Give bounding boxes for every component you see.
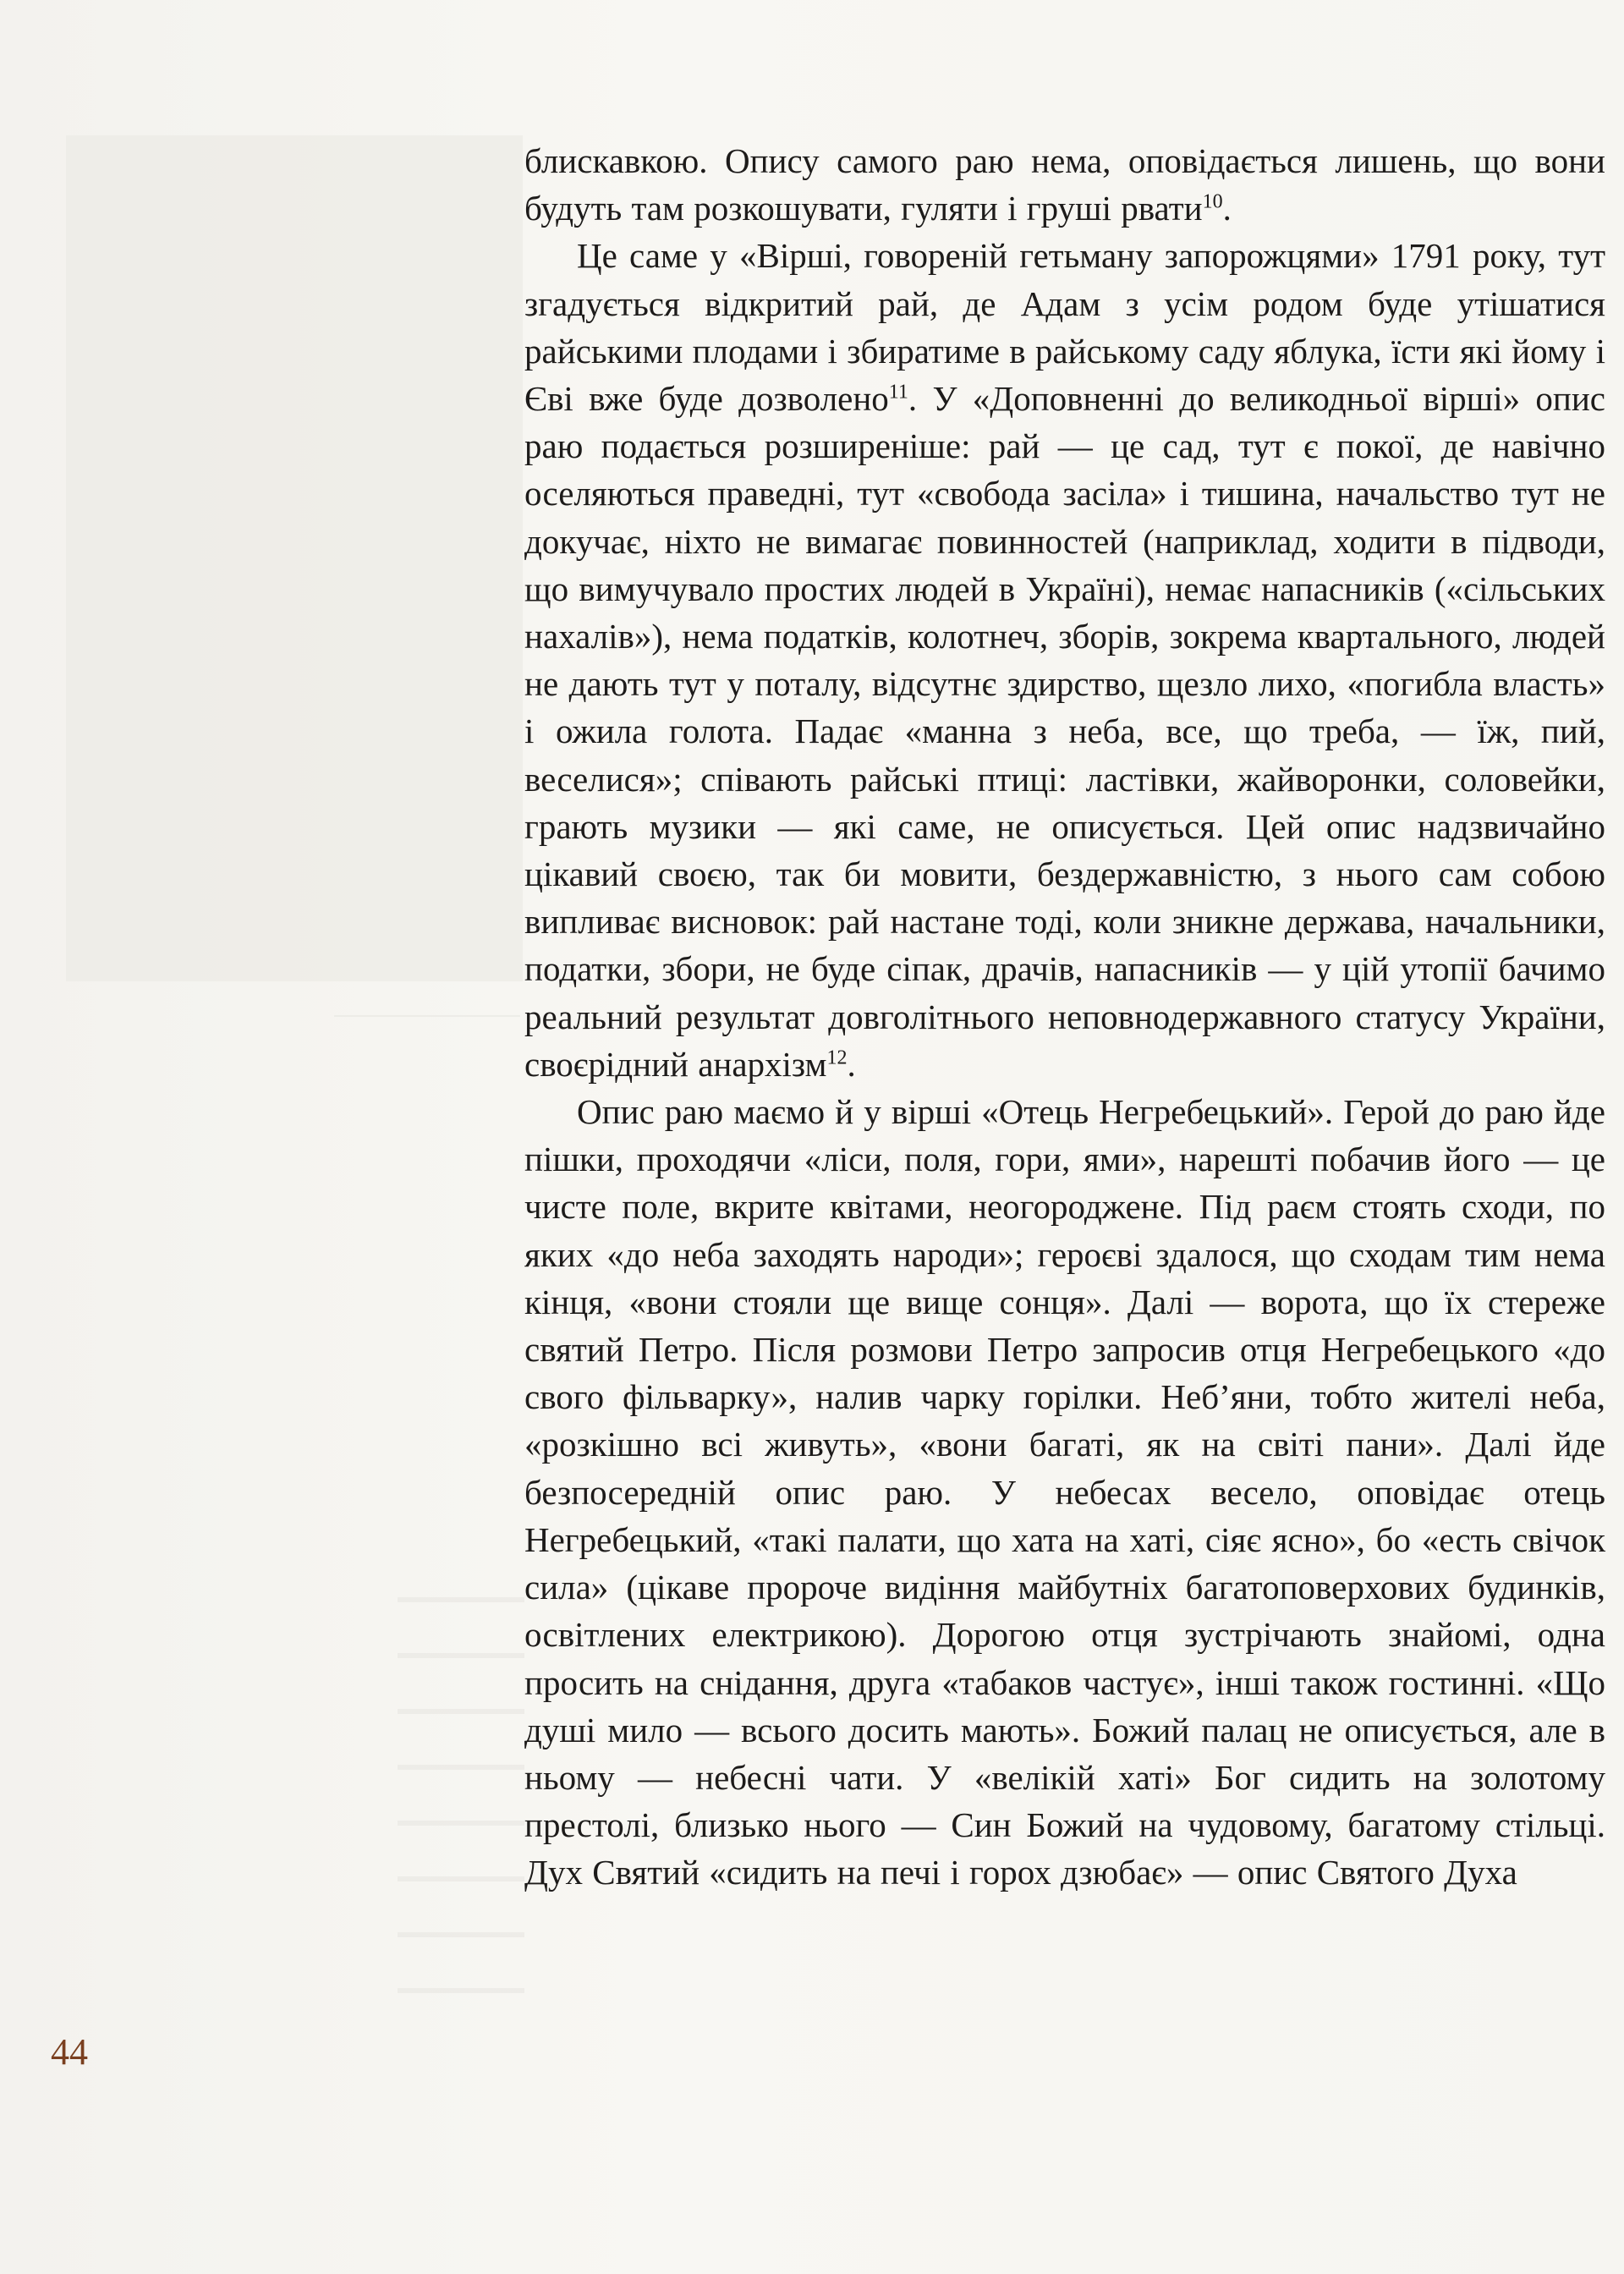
paragraph	[524, 137, 1605, 232]
footnote-marker: 10	[1202, 190, 1223, 213]
text-run: блискавкою. Опису самого раю нема, оповідається лишень, що вони будуть там розкошувати, гуляти і груші рвати	[524, 141, 1605, 228]
footnote-marker: 11	[888, 381, 908, 404]
footnote-marker: 12	[826, 1046, 848, 1069]
text-run: .	[1222, 189, 1232, 228]
bleed-through-illustration	[66, 135, 523, 981]
bleed-through-footnotes	[398, 1557, 524, 2013]
main-text-column	[524, 137, 1605, 1897]
bleed-through-caption	[334, 1015, 520, 1068]
page-number: 44	[51, 2031, 88, 2073]
text-run: .	[847, 1044, 856, 1084]
paragraph	[524, 232, 1605, 1088]
text-run: . У «Доповненні до великодньої вірші» опис раю подається розширеніше: рай — це сад, тут є покої, де навічно оселяються праведні, тут «свобода засіла» і тишина, начальство тут не докучає, ніхто не вимагає повинностей (наприклад, ходити в підводи, що вимучувало простих людей в Україні), немає напасників («сільських нахалів»), нема податків, колотнеч, зборів, зокрема квартального, людей не дають тут у поталу, відсутнє здирство, щезло лихо, «погибла власть» і ожила голота. Падає «манна з неба, все, що треба, — їж, пий, веселися»; співають райські птиці: ластівки, жайворонки, соловейки, грають музики — які саме, не описується. Цей опис надзвичайно цікавий своєю, так би мовити, бездержавністю, з нього сам собою випливає висновок: рай настане тоді, коли зникне держава, начальники, податки, збори, не буде сіпак, драчів, напасників — у цій утопії бачимо реальний результат довголітнього неповнодержавного статусу України, своєрідний анархізм	[524, 379, 1605, 1084]
text-run: Це саме у «Вірші, говореній гетьману запорожцями» 1791 року, тут згадується відкритий рай, де Адам з усім родом буде утішатися райськими плодами і збиратиме в райському саду яблука, їсти які йому і Єві вже буде дозволено	[524, 236, 1605, 419]
paragraph	[524, 1088, 1605, 1896]
text-run: Опис раю маємо й у вірші «Отець Негребецький». Герой до раю йде пішки, проходячи «ліси, поля, гори, ями», нарешті побачив його — це чисте поле, вкрите квітами, неогороджене. Під раєм стоять сходи, по яких «до неба заходять народи»; героєві здалося, що сходам тим нема кінця, «вони стояли ще вище сонця». Далі — ворота, що їх стереже святий Петро. Після розмови Петро запросив отця Негребецького «до свого фільварку», налив чарку горілки. Неб’яни, тобто жителі неба, «розкішно всі живуть», «вони багаті, як на світі пани». Далі йде безпосередній опис раю. У небесах весело, оповідає отець Негребецький, «такі палати, що хата на хаті, сіяє ясно», бо «есть свічок сила» (цікаве пророче видіння майбутніх багатоповерхових будинків, освітлених електрикою). Дорогою отця зустрічають знайомі, одна просить на снідання, друга «табаков частує», інші також гостинні. «Що душі мило — всього досить мають». Божий палац не описується, але в ньому — небесні чати. У «велікій хаті» Бог сидить на золотому престолі, близько нього — Син Божий на чудовому, багатому стільці. Дух Святий «сидить на печі і горох дзюбає» — опис Святого Духа	[524, 1092, 1605, 1892]
